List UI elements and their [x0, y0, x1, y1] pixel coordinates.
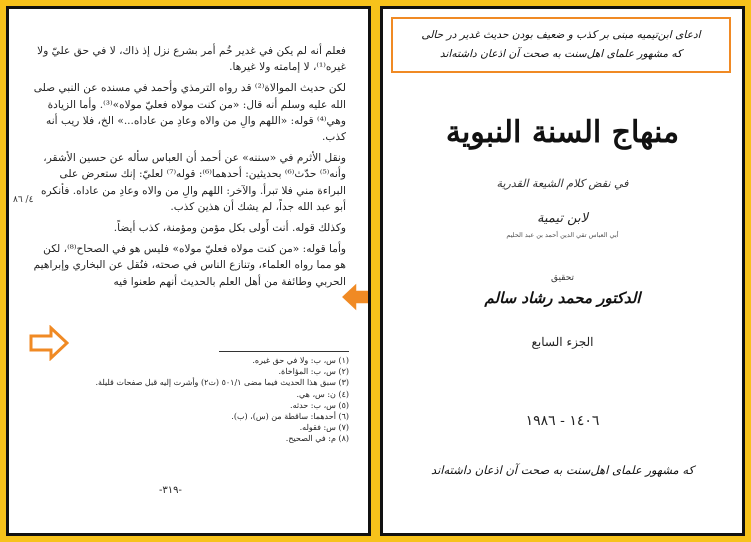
footnotes — [69, 355, 349, 445]
margin-page-reference: ٤/ ٨٦ — [13, 195, 34, 205]
publication-year: ١٤٠٦ - ١٩٨٦ — [525, 413, 600, 429]
footnote: (٥) س، ب: حدثه. — [290, 400, 349, 410]
footnote: (٧) س: فقوله. — [299, 423, 349, 433]
book-title: منهاج السنة النبوية — [445, 115, 680, 150]
author-full-name: أبي العباس تقي الدين أحمد بن عبد الحليم — [506, 231, 619, 239]
paragraph: فعلم أنه لم يكن في غدير خُم أمر بشرع نزل إذ ذاك، لا في حق عليّ ولا غيره⁽¹⁾، لا إمامته ولا غيرها. — [37, 45, 346, 74]
paragraph: لكن حديث الموالاة⁽²⁾ قد رواه الترمذي وأحمد في مسنده عن النبي صلى الله عليه وسلم أنه قال: «من كنت مولاه فعليّ مولاه»⁽³⁾. وأما الزيادة وهي⁽⁴⁾ قوله: «اللهم والِ من والاه وعادِ من عاداه...» الخ، فلا ريب أنه كذب. — [33, 82, 346, 144]
footnote: (٣) سبق هذا الحديث فيما مضى ٥٠١/١ (ت٢) وأشرت إليه قبل صفحات قليلة. — [95, 378, 349, 388]
footer-caption: که مشهور علمای اهل‌سنت به صحت آن اذعان داشته‌اند — [431, 463, 694, 477]
volume-label: الجزء السابع — [531, 335, 594, 349]
paragraph: وأما قوله: «من كنت مولاه فعليّ مولاه» فليس هو في الصحاح⁽⁸⁾، لكن هو مما رواه العلماء، وتنازع الناس في صحته، فنُقل عن البخاري وإبراهيم الحربي وطائفة من أهل العلم بالحديث أنهم طعنوا فيه — [33, 243, 346, 288]
left-arrow-icon — [339, 279, 371, 315]
editor-label: تحقيق — [550, 273, 575, 283]
footnote-divider — [219, 351, 349, 352]
page-number: -٣١٩- — [159, 485, 182, 496]
book-subtitle: في نقض كلام الشيعة القدرية — [496, 177, 629, 190]
right-title-page — [380, 6, 745, 536]
paragraph: ونقل الأثرم في «سننه» عن أحمد أن العباس سأله عن حسين الأشقر، وأنه⁽⁵⁾ حدّث⁽⁶⁾ بحديثين: أحدهما⁽⁶⁾: قوله⁽⁷⁾ لعليّ: إنك ستعرض على البراءة مني فلا تبرأ. والآخر: اللهم والِ من والاه وعادِ من عاداه. فأنكره أبو عبد الله جداً، لم يشك أن هذين كذب. — [40, 152, 346, 213]
caption-line: ادعای ابن‌تیمیه مبنی بر کذب و ضعیف بودن حدیث غدیر در حالی — [421, 29, 701, 41]
footnote: (٢) س، ب: المؤاخاة. — [278, 367, 349, 377]
caption-line: که مشهور علمای اهل‌سنت به صحت آن اذعان داشته‌اند — [439, 48, 683, 60]
footnote: (٨) م: في الصحيح. — [285, 434, 349, 444]
author-name: لابن تيمية — [536, 211, 588, 226]
highlight-caption-box — [391, 17, 731, 73]
page-body-text — [31, 43, 346, 295]
right-arrow-icon — [29, 325, 69, 361]
footnote: (١) س، ب: ولا في حق غيره. — [252, 356, 349, 365]
footnote: (٦) أحدهما: ساقطة من (س)، (ب). — [231, 412, 349, 422]
paragraph: وكذلك قوله. أنت أَولى بكل مؤمن ومؤمنة، كذب أيضاً. — [113, 222, 346, 235]
left-book-page — [6, 6, 371, 536]
footnote: (٤) ن: س، هي. — [296, 389, 349, 399]
editor-name: الدكتور محمد رشاد سالم — [484, 289, 641, 307]
